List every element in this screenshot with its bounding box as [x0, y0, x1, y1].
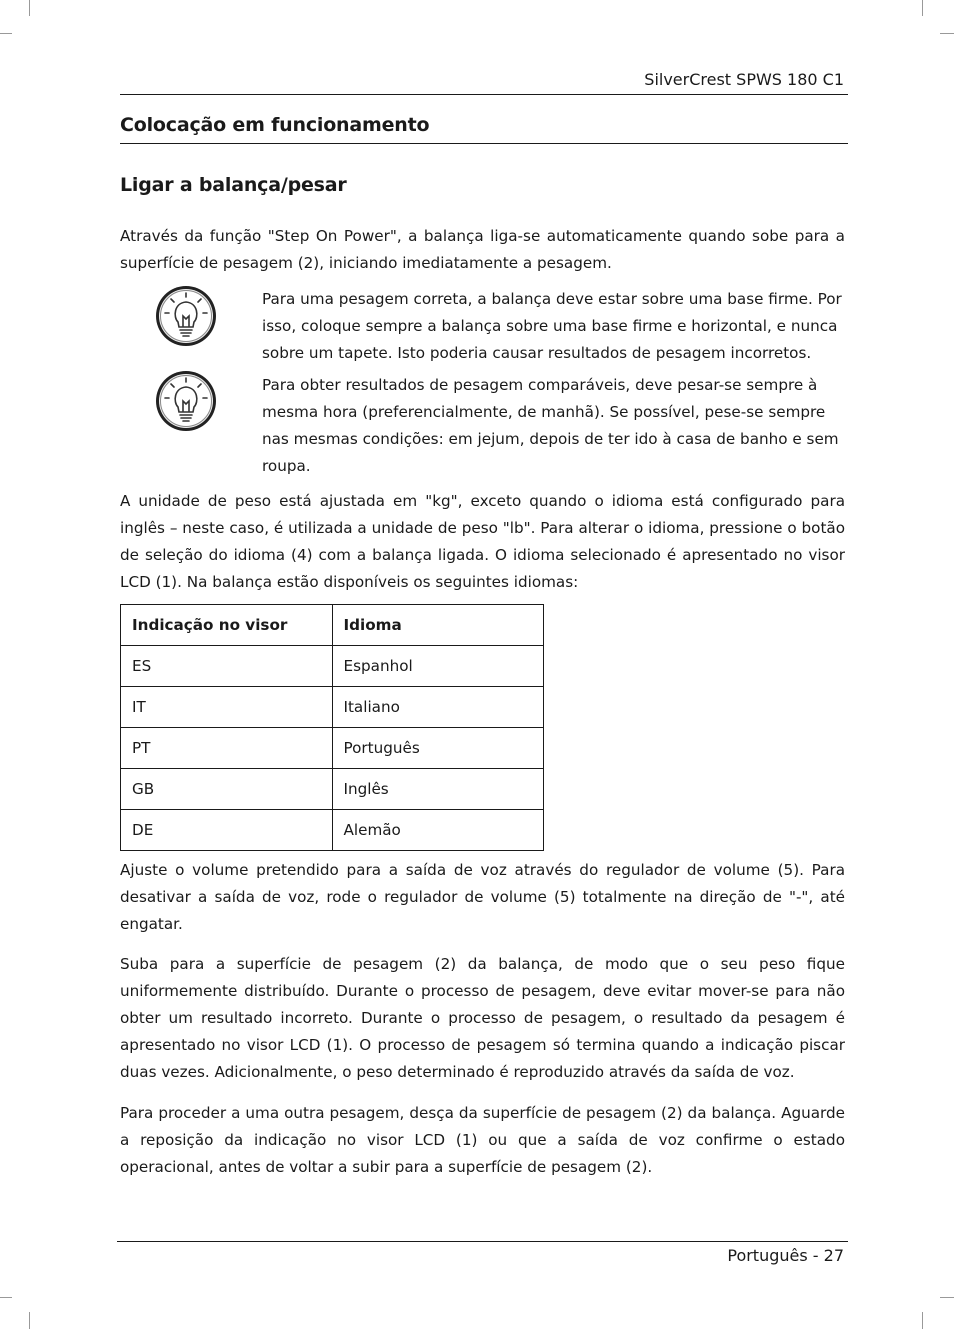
- volume-paragraph: Ajuste o volume pretendido para a saída de voz através do regulador de volume (5). Para desativar a saída de voz, rode o regulador de volume (5) totalmente na direção de "-", até engatar.: [120, 861, 845, 933]
- intro-paragraph: Através da função "Step On Power", a balança liga-se automaticamente quando sobe para a superfície de pesagem (2), iniciando imediatamente a pesagem.: [120, 227, 845, 272]
- table-cell-code: GB: [121, 769, 333, 810]
- tip-text: Para uma pesagem correta, a balança deve estar sobre uma base firme. Por isso, coloque sempre a balança sobre uma base firme e horizontal, e nunca sobre um tapete. Isto poderia causar resultados de pesagem incorretos.: [262, 290, 842, 362]
- weighing-paragraph: Suba para a superfície de pesagem (2) da balança, de modo que o seu peso fique uniformemente distribuído. Durante o processo de pesagem, deve evitar mover-se para não obter um resultado incorreto. Durante o processo de pesagem, o resultado da pesagem é apresentado no visor LCD (1). O processo de pesagem só termina quando a indicação piscar duas vezes. Adicionalmente, o peso determinado é reproduzido através da saída de voz.: [120, 955, 845, 1081]
- table-row: [121, 728, 544, 769]
- footer-page-label: Português - 27: [727, 1246, 844, 1265]
- table-cell-language: Espanhol: [332, 646, 544, 687]
- unit-paragraph: A unidade de peso está ajustada em "kg", exceto quando o idioma está configurado para inglês – neste caso, é utilizada a unidade de peso "lb". Para alterar o idioma, pressione o botão de seleção do idioma (4) com a balança ligada. O idioma selecionado é apresentado no visor LCD (1). Na balança estão disponíveis os seguintes idiomas:: [120, 492, 845, 591]
- table-header-cell: Idioma: [332, 605, 544, 646]
- lightbulb-icon: [154, 369, 218, 433]
- table-cell-code: DE: [121, 810, 333, 851]
- header-rule: [120, 94, 848, 95]
- table-cell-language: Italiano: [332, 687, 544, 728]
- header-product-name: SilverCrest SPWS 180 C1: [644, 70, 844, 89]
- footer-rule: [117, 1241, 848, 1242]
- crop-mark: [940, 1297, 954, 1298]
- crop-mark: [29, 1312, 30, 1329]
- crop-mark: [940, 33, 954, 34]
- section-rule: [120, 143, 848, 144]
- subsection-title: Ligar a balança/pesar: [120, 174, 347, 196]
- table-header-row: [121, 605, 544, 646]
- table-row: [121, 810, 544, 851]
- table-cell-language: Português: [332, 728, 544, 769]
- crop-mark: [0, 33, 12, 34]
- tip-text: Para obter resultados de pesagem comparáveis, deve pesar-se sempre à mesma hora (preferencialmente, de manhã). Se possível, pese-se sempre nas mesmas condições: em jejum, depois de ter ido à casa de banho e sem roupa.: [262, 376, 839, 475]
- language-table: [120, 604, 544, 851]
- table-cell-language: Alemão: [332, 810, 544, 851]
- crop-mark: [922, 0, 923, 16]
- table-row: [121, 769, 544, 810]
- table-cell-code: PT: [121, 728, 333, 769]
- table-cell-code: IT: [121, 687, 333, 728]
- table-cell-code: ES: [121, 646, 333, 687]
- crop-mark: [0, 1297, 12, 1298]
- reweigh-paragraph: Para proceder a uma outra pesagem, desça da superfície de pesagem (2) da balança. Aguarde a reposição da indicação no visor LCD (1) ou que a saída de voz confirme o estado operacional, antes de voltar a subir para a superfície de pesagem (2).: [120, 1104, 845, 1176]
- table-row: [121, 687, 544, 728]
- section-title: Colocação em funcionamento: [120, 114, 430, 136]
- table-row: [121, 646, 544, 687]
- table-cell-language: Inglês: [332, 769, 544, 810]
- lightbulb-icon: [154, 284, 218, 348]
- crop-mark: [922, 1312, 923, 1329]
- crop-mark: [29, 0, 30, 16]
- table-header-cell: Indicação no visor: [121, 605, 333, 646]
